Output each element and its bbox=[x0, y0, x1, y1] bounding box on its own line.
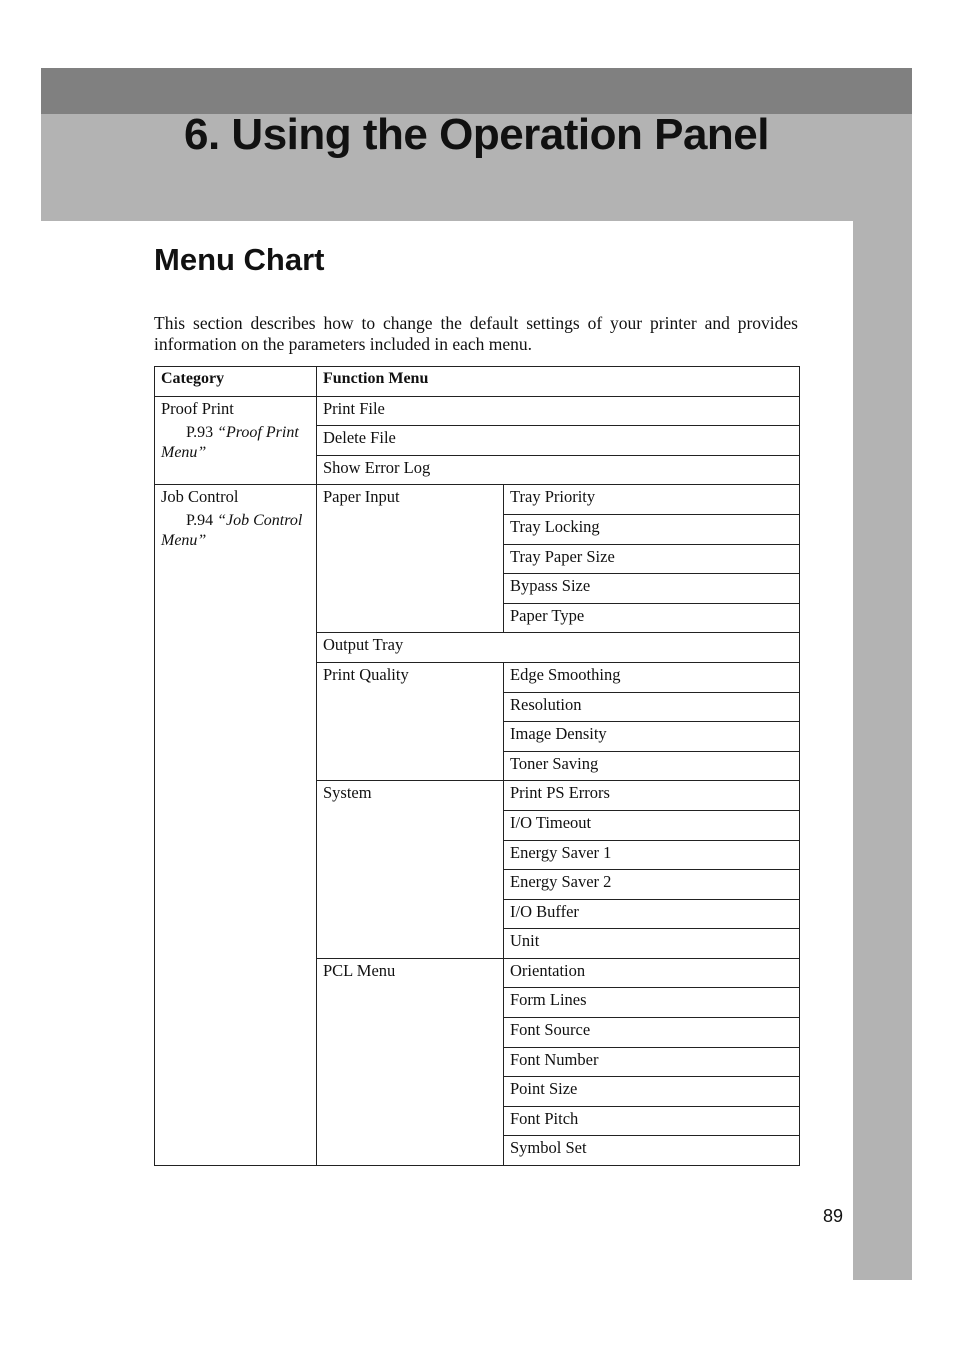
setting-item: Tray Priority bbox=[504, 485, 800, 515]
setting-item: Bypass Size bbox=[504, 574, 800, 604]
setting-item: Energy Saver 1 bbox=[504, 840, 800, 870]
header-category: Category bbox=[155, 367, 317, 397]
category-label: Proof Print bbox=[161, 398, 234, 418]
menu-chart-table bbox=[154, 366, 800, 1166]
setting-item: Font Pitch bbox=[504, 1106, 800, 1136]
function-group-pcl-menu: PCL Menu bbox=[317, 958, 504, 1165]
table-row bbox=[155, 396, 800, 426]
function-item: Show Error Log bbox=[317, 455, 800, 485]
setting-item: Tray Locking bbox=[504, 514, 800, 544]
setting-item: Unit bbox=[504, 929, 800, 959]
function-item: Delete File bbox=[317, 426, 800, 456]
setting-item: I/O Buffer bbox=[504, 899, 800, 929]
page-reference bbox=[161, 511, 310, 551]
page-reference bbox=[161, 423, 310, 463]
function-group-output-tray: Output Tray bbox=[317, 633, 800, 663]
chapter-title: 6. Using the Operation Panel bbox=[184, 110, 770, 159]
setting-item: Orientation bbox=[504, 958, 800, 988]
setting-item: Tray Paper Size bbox=[504, 544, 800, 574]
setting-item: Energy Saver 2 bbox=[504, 870, 800, 900]
chapter-band-top bbox=[41, 68, 912, 114]
ref-page: P.94 bbox=[186, 512, 214, 530]
setting-item: Print PS Errors bbox=[504, 781, 800, 811]
intro-paragraph: This section describes how to change the default settings of your printer and provides information on the parameters included in each menu. bbox=[154, 313, 798, 354]
setting-item: Font Source bbox=[504, 1018, 800, 1048]
setting-item: Edge Smoothing bbox=[504, 662, 800, 692]
table-header-row bbox=[155, 367, 800, 397]
function-group-system: System bbox=[317, 781, 504, 959]
setting-item: Point Size bbox=[504, 1077, 800, 1107]
header-function-menu: Function Menu bbox=[317, 367, 800, 397]
setting-item: Paper Type bbox=[504, 603, 800, 633]
setting-item: Font Number bbox=[504, 1047, 800, 1077]
category-job-control bbox=[155, 485, 317, 1166]
setting-item: Resolution bbox=[504, 692, 800, 722]
page-number: 89 bbox=[823, 1206, 844, 1226]
side-thumb-bar bbox=[853, 221, 912, 1280]
ref-title: “Job Control Menu” bbox=[161, 512, 303, 550]
ref-page: P.93 bbox=[186, 423, 214, 441]
setting-item: I/O Timeout bbox=[504, 810, 800, 840]
ref-title: “Proof Print Menu” bbox=[161, 423, 299, 461]
setting-item: Symbol Set bbox=[504, 1136, 800, 1166]
category-label: Job Control bbox=[161, 487, 239, 507]
setting-item: Toner Saving bbox=[504, 751, 800, 781]
table-row bbox=[155, 485, 800, 515]
setting-item: Image Density bbox=[504, 722, 800, 752]
category-proof-print bbox=[155, 396, 317, 485]
function-group-paper-input: Paper Input bbox=[317, 485, 504, 633]
section-title: Menu Chart bbox=[154, 242, 325, 277]
setting-item: Form Lines bbox=[504, 988, 800, 1018]
function-group-print-quality: Print Quality bbox=[317, 662, 504, 780]
function-item: Print File bbox=[317, 396, 800, 426]
